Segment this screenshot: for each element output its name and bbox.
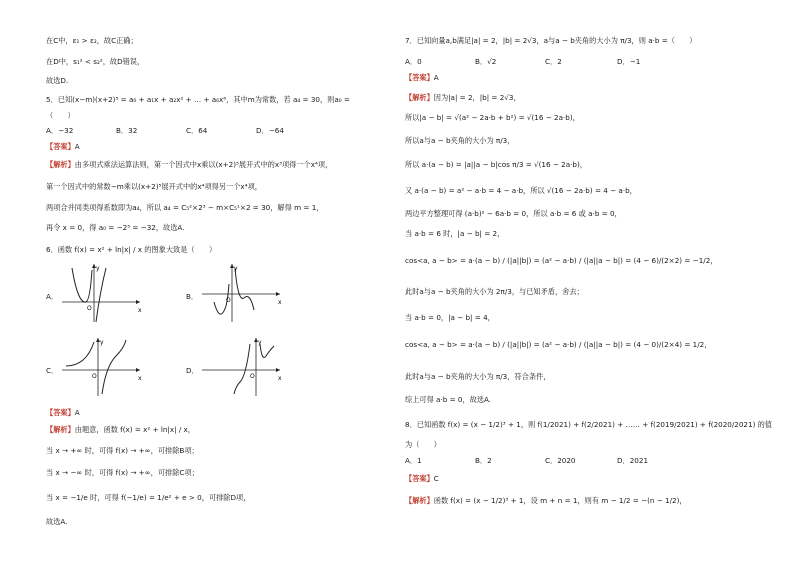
question-5-stem: 5．已知(x−m)(x+2)⁵ = a₀ + a₁x + a₂x² + … + a₆x⁶，其中m为常数，若 a₄ = 30，则a₀ = bbox=[46, 95, 350, 104]
origin-label: O bbox=[92, 373, 97, 380]
explanation-line bbox=[405, 496, 687, 506]
option-d: D．−1 bbox=[617, 57, 641, 66]
explanation-tag: 【解析】 bbox=[46, 425, 75, 434]
option-b: B．2 bbox=[475, 456, 492, 465]
option-a: A．−32 bbox=[46, 126, 74, 135]
explanation-text: 由题意，函数 f(x) = x² + ln|x| / x， bbox=[74, 425, 195, 434]
text-line: 在D中，s₁² < s₂²，故D错误， bbox=[46, 57, 145, 66]
text-line: 故选D. bbox=[46, 76, 69, 85]
answer-tag: 【答案】 bbox=[405, 474, 434, 483]
explanation-line: cos<a, a − b> = a·(a − b) / (|a||b|) = (a² − a·b) / (|a||a − b|) = (4 − 6)/(2×2) = −1/2， bbox=[405, 256, 718, 265]
question-7-stem: 7．已知向量a,b满足|a| = 2，|b| = 2√3，a与a − b夹角的大小为 π/3，则 a·b =（ ） bbox=[405, 36, 697, 45]
y-axis-label: y bbox=[96, 265, 100, 272]
explanation-line: 当 a·b = 6 时，|a − b| = 2， bbox=[405, 229, 505, 238]
explanation-line: 当 x = −1/e 时，可得 f(−1/e) = 1/e² + e > 0，可排除D项， bbox=[46, 493, 251, 502]
graph-option-c bbox=[60, 336, 142, 398]
explanation-line: 综上可得 a·b = 0，故选A. bbox=[405, 395, 492, 404]
answer-line bbox=[46, 142, 80, 152]
graph-option-d bbox=[200, 336, 282, 398]
answer-line bbox=[405, 73, 439, 83]
answer-value: A bbox=[74, 142, 80, 151]
origin-label: O bbox=[87, 305, 92, 312]
graph-option-b bbox=[200, 262, 282, 324]
explanation-line: 当 x → −∞ 时，可得 f(x) → +∞，可排除C项； bbox=[46, 468, 199, 477]
option-a: A．1 bbox=[405, 456, 422, 465]
answer-value: A bbox=[433, 73, 439, 82]
answer-tag: 【答案】 bbox=[46, 408, 75, 417]
x-axis-label: x bbox=[138, 307, 142, 314]
explanation-line bbox=[46, 160, 332, 170]
explanation-tag: 【解析】 bbox=[405, 496, 434, 505]
y-axis-label: y bbox=[258, 339, 262, 346]
answer-tag: 【答案】 bbox=[405, 73, 434, 82]
option-c: C．2 bbox=[545, 57, 562, 66]
option-a-label: A． bbox=[46, 292, 59, 301]
y-axis-label: y bbox=[234, 265, 238, 272]
explanation-line bbox=[405, 93, 521, 103]
explanation-tag: 【解析】 bbox=[46, 160, 75, 169]
option-b: B．√2 bbox=[475, 57, 497, 66]
explanation-line: 两项合并同类项得系数即为a₄，所以 a₄ = C₅²×2³ − m×C₅¹×2 = 30，解得 m = 1， bbox=[46, 203, 324, 212]
explanation-line: 此时a与a − b夹角的大小为 2π/3，与已知矛盾，舍去； bbox=[405, 287, 584, 296]
explanation-line: 所以|a − b| = √(a² − 2a·b + b²) = √(16 − 2a·b)， bbox=[405, 113, 580, 122]
answer-line bbox=[405, 474, 439, 484]
x-axis-label: x bbox=[278, 375, 282, 382]
explanation-line: 两边平方整理可得 (a·b)² − 6a·b = 0，所以 a·b = 6 或 a·b = 0， bbox=[405, 209, 622, 218]
explanation-text: 因为|a| = 2，|b| = 2√3， bbox=[433, 93, 521, 102]
explanation-line: 又 a·(a − b) = a² − a·b = 4 − a·b，所以 √(16 − 2a·b) = 4 − a·b， bbox=[405, 186, 637, 195]
origin-label: O bbox=[250, 373, 255, 380]
answer-line bbox=[46, 408, 80, 418]
x-axis-label: x bbox=[278, 299, 282, 306]
answer-tag: 【答案】 bbox=[46, 142, 75, 151]
question-8-stem-cont: 为（ ） bbox=[405, 440, 441, 449]
answer-value: A bbox=[74, 408, 80, 417]
explanation-line: 所以a与a − b夹角的大小为 π/3， bbox=[405, 136, 515, 145]
explanation-line: 当 a·b = 0，|a − b| = 4， bbox=[405, 313, 495, 322]
question-6-stem: 6．函数 f(x) = x² + ln|x| / x 的图象大致是（ ） bbox=[46, 245, 217, 254]
explanation-text: 由多项式乘法运算法则，第一个因式中x乘以(x+2)⁵展开式中的x³项得一个x⁴项， bbox=[74, 160, 333, 169]
option-c: C．64 bbox=[186, 126, 208, 135]
option-c-label: C． bbox=[46, 366, 59, 375]
option-b: B．32 bbox=[116, 126, 138, 135]
explanation-line bbox=[46, 425, 195, 435]
answer-value: C bbox=[433, 474, 439, 483]
question-5-paren: （ ） bbox=[46, 111, 75, 120]
explanation-tag: 【解析】 bbox=[405, 93, 434, 102]
explanation-line: 第一个因式中的常数−m乘以(x+2)⁵展开式中的x⁴项得另一个x⁴项， bbox=[46, 182, 262, 191]
explanation-line: cos<a, a − b> = a·(a − b) / (|a||b|) = (a² − a·b) / (|a||a − b|) = (4 − 0)/(2×4) = 1/2， bbox=[405, 340, 712, 349]
explanation-line: 当 x → +∞ 时，可得 f(x) → +∞，可排除B项； bbox=[46, 446, 199, 455]
explanation-text: 函数 f(x) = (x − 1/2)³ + 1，设 m + n = 1，则有 m − 1/2 = −(n − 1/2)， bbox=[433, 496, 687, 505]
explanation-line: 再令 x = 0，得 a₀ = −2⁵ = −32，故选A. bbox=[46, 223, 185, 232]
graph-option-a bbox=[60, 262, 142, 324]
option-b-label: B． bbox=[186, 292, 199, 301]
option-d: D．2021 bbox=[617, 456, 649, 465]
option-d-label: D． bbox=[186, 366, 199, 375]
option-c: C．2020 bbox=[545, 456, 576, 465]
option-a: A．0 bbox=[405, 57, 422, 66]
explanation-line: 此时a与a − b夹角的大小为 π/3，符合条件， bbox=[405, 372, 551, 381]
y-axis-label: y bbox=[100, 339, 104, 346]
explanation-line: 故选A. bbox=[46, 517, 68, 526]
explanation-line: 所以 a·(a − b) = |a||a − b|cos π/3 = √(16 − 2a·b)， bbox=[405, 160, 587, 169]
x-axis-label: x bbox=[138, 375, 142, 382]
question-8-stem: 8．已知函数 f(x) = (x − 1/2)³ + 1，则 f(1/2021) + f(2/2021) + …… + f(2019/2021) + f(2020/2021) 的值 bbox=[405, 420, 773, 429]
text-line: 在C中，ε₁ > ε₂，故C正确； bbox=[46, 36, 138, 45]
option-d: D．−64 bbox=[256, 126, 284, 135]
origin-label: O bbox=[226, 297, 231, 304]
